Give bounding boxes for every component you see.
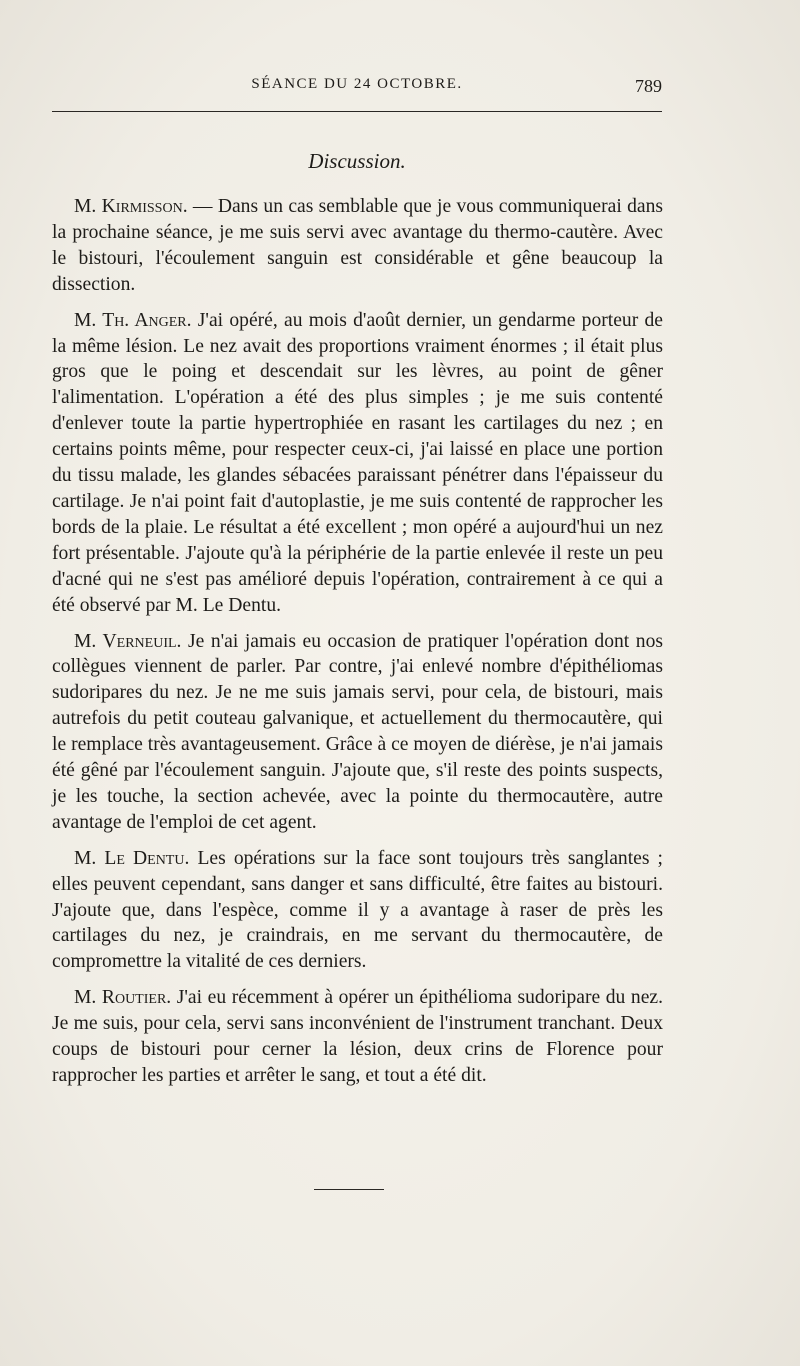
end-rule (314, 1189, 384, 1190)
discussion-body (52, 194, 663, 1099)
page-number: 789 (635, 76, 662, 96)
speaker-name: M. Kirmisson. (74, 196, 188, 217)
paragraph-text: Les opérations sur la face sont toujours très sanglantes ; elles peuvent cependant, sans danger et sans difficulté, être faites au bistouri. J'ajoute que, dans l'espèce, comme il y a avantage à raser de près les cartilages du nez, je craindrais, en me servant du thermocautère, de compromettre la vitalité de ces derniers. (52, 847, 663, 973)
paragraph-text: Je n'ai jamais eu occasion de pratiquer l'opération dont nos collègues viennent de parler. Par contre, j'ai enlevé nombre d'épithéliomas sudoripares du nez. Je ne me suis jamais servi, pour cela, de bistouri, mais autrefois du petit couteau galvanique, et actuellement du thermocautère, qui le remplace très avantageusement. Grâce à ce moyen de diérèse, je n'ai jamais été gêné par l'écoulement sanguin. J'ajoute que, s'il reste des points suspects, je les touche, la section achevée, avec la pointe du thermocautère, autre avantage de l'emploi de cet agent. (52, 630, 663, 833)
page-header (52, 76, 662, 100)
paragraph-anger (52, 308, 663, 619)
running-title: SÉANCE DU 24 OCTOBRE. (251, 76, 463, 92)
speaker-name: M. Verneuil. (74, 630, 182, 652)
paragraph-text: J'ai opéré, au mois d'août dernier, un gendarme porteur de la même lésion. Le nez avait des proportions vraiment énormes ; il était plus gros que le poing et descendait sur les lèvres, au point de gêner l'alimentation. L'opération a été des plus simples ; je me suis contenté d'enlever toute la partie hypertrophiée en rasant les cartilages du nez ; en certains points même, pour respecter ceux-ci, j'ai laissé en place une portion du tissu malade, les glandes sébacées paraissant pénétrer dans l'épaisseur du cartilage. Je n'ai point fait d'autoplastie, je me suis contenté de rapprocher les bords de la plaie. Le résultat a été excellent ; mon opéré a aujourd'hui un nez fort présentable. J'ajoute qu'à la périphérie de la partie enlevée il reste un peu d'acné qui ne s'est pas amélioré depuis l'opération, contrairement à ce qui a été observé par M. Le Dentu. (52, 309, 663, 616)
paragraph-kirmisson (52, 194, 663, 298)
paragraph-le-dentu (52, 846, 663, 976)
speaker-name: M. Routier. (74, 987, 172, 1009)
speaker-name: M. Th. Anger. (74, 309, 192, 331)
paragraph-text: — Dans un cas semblable que je vous communiquerai dans la prochaine séance, je me suis servi avec avantage du thermo-cautère. Avec le bistouri, l'écoulement sanguin est considérable et gêne beaucoup la dissection. (52, 196, 663, 295)
paragraph-text: J'ai eu récemment à opérer un épithélioma sudoripare du nez. Je me suis, pour cela, servi sans inconvénient de l'instrument tranchant. Deux coups de bistouri pour cerner la lésion, deux crins de Florence pour rapprocher les parties et arrêter le sang, et tout a été dit. (52, 987, 664, 1086)
header-rule (52, 111, 662, 112)
paragraph-verneuil (52, 629, 663, 836)
paragraph-routier (52, 985, 663, 1089)
speaker-name: M. Le Dentu. (74, 847, 190, 869)
section-title: Discussion. (308, 149, 406, 173)
